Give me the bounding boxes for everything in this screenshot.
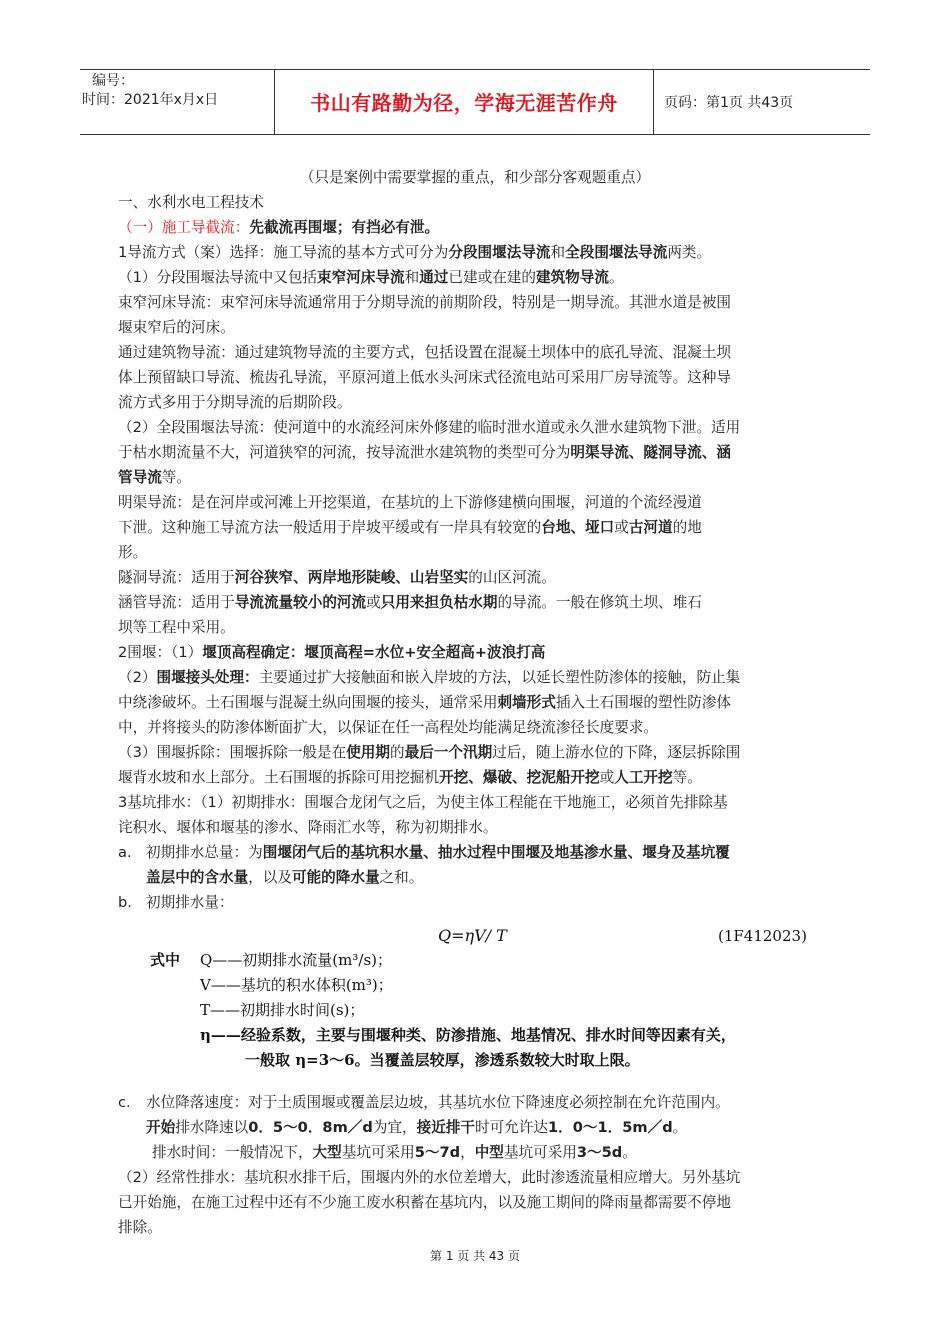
list-item: a. 初期排水总量：为围堰闭气后的基坑积水量、抽水过程中围堰及地基渗水量、堰身及基坑覆 bbox=[118, 844, 730, 861]
paragraph-line: 于枯水期流量不大，河道狭窄的河流，按导流泄水建筑物的类型可分为明渠导流、隧洞导流、涵 bbox=[118, 444, 731, 461]
page-info: 页码：第1页 共43页 bbox=[664, 95, 794, 111]
formula-code: (1F412023) bbox=[718, 927, 807, 945]
paragraph-line: 3基坑排水：（1）初期排水：围堰合龙闭气之后，为使主体工程能在干地施工，必须首先排除基 bbox=[118, 794, 728, 811]
formula-shizhong: 式中 bbox=[150, 951, 181, 969]
paragraph-line: （1）分段围堰法导流中又包括束窄河床导流和通过已建或在建的建筑物导流。 bbox=[118, 269, 624, 286]
formula-eta-range: 一般取 η=3～6。当覆盖层较厚，渗透系数较大时取上限。 bbox=[245, 1051, 640, 1069]
paragraph-line: 隧洞导流：适用于河谷狭窄、两岸地形陡峻、山岩坚实的山区河流。 bbox=[118, 569, 556, 586]
list-item-continued: 排水时间：一般情况下，大型基坑可采用5～7d，中型基坑可采用3～5d。 bbox=[152, 1144, 637, 1161]
paragraph-line: 堰背水坡和水上部分。土石围堰的拆除可用挖掘机开挖、爆破、挖泥船开挖或人工开挖等。 bbox=[118, 769, 702, 786]
formula-eta: η——经验系数，主要与围堰种类、防渗措施、地基情况、排水时间等因素有关， bbox=[200, 1026, 736, 1044]
paragraph-line: 中，并将接头的防渗体断面扩大，以保证在任一高程处均能满足绕流渗径长度要求。 bbox=[118, 719, 658, 736]
paragraph-line: 1导流方式（案）选择：施工导流的基本方式可分为分段围堰法导流和全段围堰法导流两类。 bbox=[118, 244, 712, 261]
formula-equation: Q=ηV/ T bbox=[438, 926, 507, 945]
paragraph-line: 中绕渗破坏。土石围堰与混凝土纵向围堰的接头，通常采用刺墙形式插入土石围堰的塑性防渗体 bbox=[118, 694, 731, 711]
paragraph-line: 明渠导流：是在河岸或河滩上开挖渠道，在基坑的上下游修建横向围堰，河道的个流经漫道 bbox=[118, 494, 702, 511]
paragraph-line: 束窄河床导流：束窄河床导流通常用于分期导流的前期阶段，特别是一期导流。其泄水道是被围 bbox=[118, 294, 731, 311]
paragraph-line: 流方式多用于分期导流的后期阶段。 bbox=[118, 394, 352, 411]
header-bottom-rule bbox=[80, 134, 870, 135]
paragraph-line: 已开始施，在施工过程中还有不少施工废水积蓄在基坑内，以及施工期间的降雨量都需要不停地 bbox=[118, 1194, 731, 1211]
page-footer: 第 1 页 共 43 页 bbox=[430, 1249, 520, 1263]
formula-t: T——初期排水时间(s)； bbox=[200, 1001, 365, 1019]
paragraph-line: 通过建筑物导流：通过建筑物导流的主要方式，包括设置在混凝土坝体中的底孔导流、混凝土坝 bbox=[118, 344, 731, 361]
list-item: b. 初期排水量： bbox=[118, 894, 234, 911]
paragraph-line: （3）围堰拆除：围堰拆除一般是在使用期的最后一个汛期过后，随上游水位的下降，逐层拆除围 bbox=[118, 744, 741, 761]
paragraph-line: （2）经常性排水：基坑积水排干后，围堰内外的水位差增大，此时渗透流量相应增大。另外基坑 bbox=[118, 1169, 741, 1186]
list-item-continued: 盖层中的含水量，以及可能的降水量之和。 bbox=[146, 869, 424, 886]
formula-q: Q——初期排水流量(m³/s)； bbox=[200, 951, 392, 969]
paragraph-line: 诧积水、堰体和堰基的渗水、降雨汇水等，称为初期排水。 bbox=[118, 819, 498, 836]
number-label: 编号： bbox=[92, 73, 134, 89]
paragraph-line: 2围堰：（1）堰顶高程确定：堰顶高程=水位+安全超高+波浪打高 bbox=[118, 644, 546, 661]
paragraph-line: （2）围堰接头处理：主要通过扩大接触面和嵌入岸坡的方法，以延长塑性防渗体的接触，防止集 bbox=[118, 669, 741, 686]
header-motto: 书山有路勤为径，学海无涯苦作舟 bbox=[310, 91, 618, 115]
header-top-rule bbox=[80, 69, 870, 70]
paragraph-line: 坝等工程中采用。 bbox=[118, 619, 235, 636]
paragraph-line: 涵管导流：适用于导流流量较小的河流或只用来担负枯水期的导流。一般在修筑土坝、堆石 bbox=[118, 594, 702, 611]
paragraph-line: 形。 bbox=[118, 544, 148, 561]
paragraph-line: （2）全段围堰法导流：使河道中的水流经河床外修建的临时泄水道或永久泄水建筑物下泄。适用 bbox=[118, 419, 741, 436]
paragraph-line: （一）施工导截流：先截流再围堰；有挡必有泄。 bbox=[118, 219, 440, 236]
list-item-continued: 开始排水降速以0．5～0．8m／d为宜，接近排干时可允许达1．0～1．5m／d。 bbox=[146, 1119, 688, 1136]
date-label: 时间：2021年x月x日 bbox=[82, 92, 219, 108]
paragraph-line: 管导流等。 bbox=[118, 469, 191, 486]
paragraph-line: 下泄。这种施工导流方法一般适用于岸坡平缓或有一岸具有较宽的台地、垭口或古河道的地 bbox=[118, 519, 702, 536]
subtitle: （只是案例中需要掌握的重点，和少部分客观题重点） bbox=[299, 169, 651, 186]
paragraph-line: 堰束窄后的河床。 bbox=[118, 319, 235, 336]
paragraph-line: 排除。 bbox=[118, 1219, 162, 1236]
paragraph-line: 体上预留缺口导流、梳齿孔导流，平原河道上低水头河床式径流电站可采用厂房导流等。这种导 bbox=[118, 369, 731, 386]
list-item: c. 水位降落速度：对于土质围堰或覆盖层边坡，其基坑水位下降速度必须控制在允许范围内。 bbox=[118, 1094, 730, 1111]
section-heading: 一、水利水电工程技术 bbox=[118, 194, 264, 211]
header-divider-right bbox=[653, 69, 654, 134]
formula-v: V——基坑的积水体积(m³)； bbox=[200, 976, 393, 994]
